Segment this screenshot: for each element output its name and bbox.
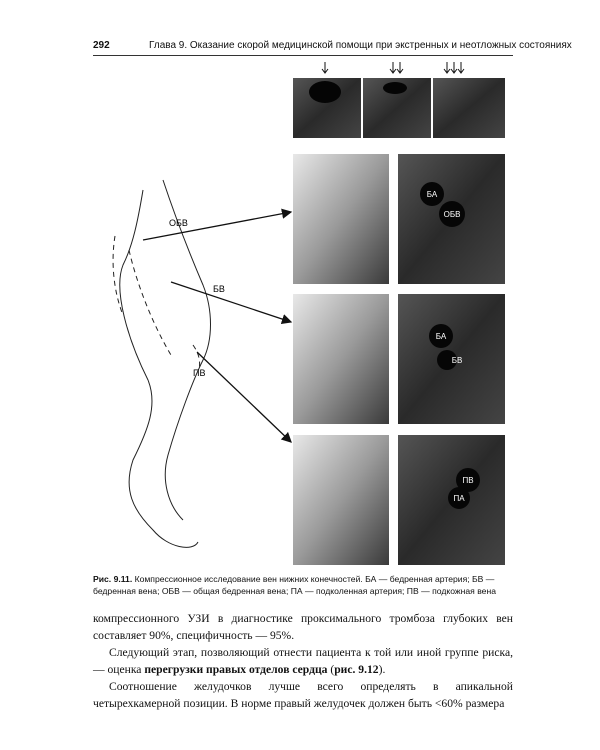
pa-circle-label: ПА	[453, 494, 465, 503]
paragraph-2	[93, 644, 513, 678]
vein-dashed-2	[129, 250, 171, 355]
body-text	[93, 610, 513, 712]
chapter-title: Глава 9. Оказание скорой медицинской помощи при экстренных и неотложных состояниях	[149, 40, 572, 51]
arrow-icon	[390, 62, 396, 73]
us-frame-3	[433, 78, 505, 138]
arrow-icon	[397, 62, 403, 73]
caption-label: Рис. 9.11.	[93, 574, 133, 584]
photo-thigh	[293, 294, 389, 424]
arrow-icon	[444, 62, 450, 73]
arrow-icon	[458, 62, 464, 73]
paragraph-3: Соотношение желудочков лучше всего определять в апикальной четырехкамерной позиции. В норме правый желудочек должен быть <60% размера	[93, 680, 513, 710]
bv-pointer-arrow	[171, 282, 291, 322]
photo-knee	[293, 435, 389, 565]
p2-figure-ref: рис. 9.12	[334, 663, 379, 676]
arrow-icon	[451, 62, 457, 73]
obv-circle-label: ОБВ	[443, 210, 461, 219]
pv-circle-label: ПВ	[462, 476, 474, 485]
leg-diagram	[113, 180, 210, 547]
vein-open	[309, 81, 341, 103]
pv-pointer-arrow	[197, 352, 291, 442]
bv-circle-label: БВ	[451, 356, 463, 365]
p2-text-a: Следующий этап, позволяющий отнести пациента к той или иной группе риска, — оценка	[93, 646, 513, 676]
p2-text-c: ).	[378, 663, 386, 676]
leg-outline-front	[163, 180, 211, 520]
compression-ultrasound-figure	[93, 60, 513, 570]
vein-dashed-3	[193, 345, 200, 370]
figure-caption	[93, 573, 513, 597]
photo-groin	[293, 154, 389, 284]
label-bv: БВ	[213, 284, 225, 294]
arrow-icon	[322, 62, 328, 73]
page-number: 292	[93, 40, 110, 51]
caption-text: Компрессионное исследование вен нижних конечностей. БА — бедренная артерия; БВ — бедренная вена; ОБВ — общая бедренная вена; ПА — подколенная артерия; ПВ — подкожная вена	[93, 574, 496, 596]
obv-pointer-arrow	[143, 212, 291, 240]
p2-text-b: (	[327, 663, 335, 676]
p2-bold-term: перегрузки правых отделов сердца	[144, 663, 328, 676]
paragraph-1: компрессионного УЗИ в диагностике проксимального тромбоза глубоких вен составляет 90%, специфичность — 95%.	[93, 612, 513, 642]
ba-circle-label: БА	[426, 190, 438, 199]
compression-strip	[293, 62, 505, 138]
header-rule	[93, 55, 513, 56]
ba-circle-label: БА	[435, 332, 447, 341]
label-obv: ОБВ	[169, 218, 188, 228]
label-pv: ПВ	[193, 368, 206, 378]
vein-partial	[383, 82, 407, 94]
